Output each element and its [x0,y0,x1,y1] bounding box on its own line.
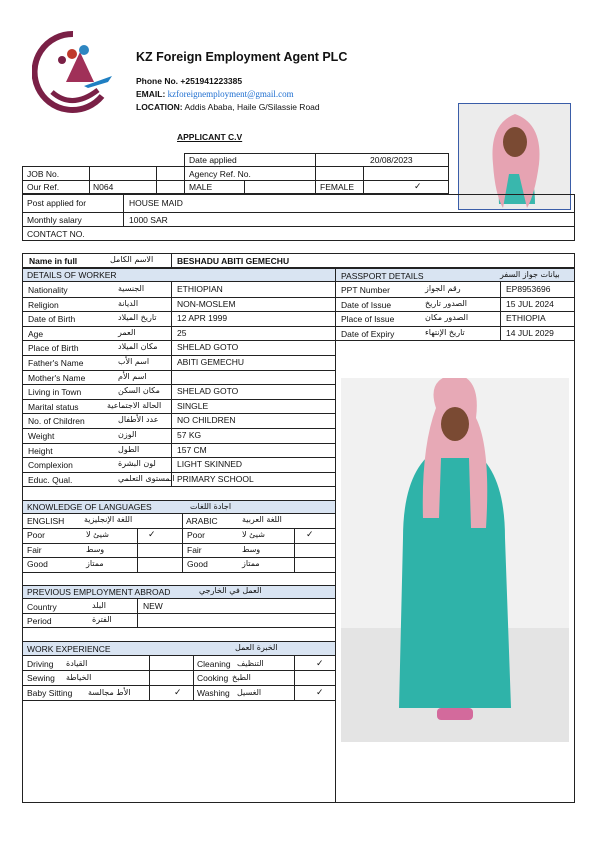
worker-field-label-ar: لون البشرة [118,459,156,468]
languages-section-title: KNOWLEDGE OF LANGUAGES [27,502,152,512]
worker-field-label: Weight [28,431,55,441]
worker-field-label-ar: عدد الأطفال [118,415,159,424]
arabic-level-label: Poor [187,530,205,540]
name-label-ar: الاسم الكامل [110,255,154,264]
worker-field-label: Educ. Qual. [28,475,73,485]
passport-section-title-ar: بيانات جواز السفر [500,270,560,279]
worker-field-label: Religion [28,300,59,310]
worker-field-value: ETHIOPIAN [177,284,223,294]
salary-value: 1000 SAR [129,215,168,225]
phone-label: Phone No. [136,76,179,86]
worker-field-label-ar: مكان الميلاد [118,342,158,351]
arabic-level-label-ar: وسط [242,545,261,554]
english-label: ENGLISH [27,516,65,526]
experience-skill-label-ar: الأط مجالسة [88,688,131,697]
worker-field-label: Place of Birth [28,343,79,353]
company-name: KZ Foreign Employment Agent PLC [136,50,348,64]
worker-field-label: Height [28,446,53,456]
worker-field-label: No. of Children [28,416,85,426]
worker-field-value: SINGLE [177,401,209,411]
worker-field-value: PRIMARY SCHOOL [177,474,254,484]
applicant-full-body-photo [341,378,569,742]
worker-field-label-ar: اسم الأم [118,372,147,381]
experience-skill-label: Cooking [197,673,229,683]
arabic-level-checkmark: ✓ [306,529,314,539]
worker-field-label: Age [28,329,44,339]
experience-skill-checkmark: ✓ [174,687,182,697]
date-applied-label: Date applied [189,155,237,165]
worker-field-label-ar: مكان السكن [118,386,160,395]
passport-field-label-ar: تاريخ الإنتهاء [425,328,465,337]
worker-section-title: DETAILS OF WORKER [27,270,117,280]
agency-ref-label: Agency Ref. No. [189,169,251,179]
page-title: APPLICANT C.V [177,132,243,142]
worker-field-value: 57 KG [177,430,202,440]
email-line [136,88,294,100]
passport-field-label-ar: رقم الجواز [425,284,461,293]
worker-field-label-ar: المستوى التعلمي [118,474,175,483]
location-line [136,101,320,113]
female-label: FEMALE [320,182,355,192]
previous-section-title-ar: العمل في الخارجي [199,586,262,595]
period-label: Period [27,616,52,626]
experience-skill-label: Driving [27,659,54,669]
worker-field-label-ar: العمر [118,328,136,337]
worker-field-label-ar: الوزن [118,430,137,439]
worker-field-label-ar: اسم الأب [118,357,150,366]
english-level-label-ar: ممتاز [86,559,104,568]
worker-field-label-ar: الديانة [118,299,139,308]
worker-field-label-ar: الحالة الاجتماعية [107,401,162,410]
post-label: Post applied for [27,198,87,208]
worker-field-label: Father's Name [28,358,84,368]
email-label: EMAIL: [136,89,166,99]
arabic-level-label-ar: ممتاز [242,559,260,568]
experience-skill-checkmark: ✓ [316,687,324,697]
english-label-ar: اللغة الإنجليزية [84,515,133,524]
passport-field-label: Date of Issue [341,300,392,310]
english-level-label-ar: وسط [86,545,105,554]
worker-field-label: Mother's Name [28,373,86,383]
arabic-level-label-ar: شيئ لا [242,530,265,539]
worker-field-value: 12 APR 1999 [177,313,228,323]
country-label: Country [27,602,57,612]
passport-field-label: PPT Number [341,285,390,295]
experience-skill-label: Washing [197,688,230,698]
english-level-label: Fair [27,545,42,555]
worker-field-value: NO CHILDREN [177,415,236,425]
full-name-value: BESHADU ABITI GEMECHU [177,256,290,266]
passport-field-value: 15 JUL 2024 [506,299,554,309]
passport-section-title: PASSPORT DETAILS [341,271,424,281]
location-label: LOCATION: [136,102,183,112]
experience-section-title: WORK EXPERIENCE [27,644,111,654]
passport-field-value: ETHIOPIA [506,313,546,323]
worker-field-label-ar: الطول [118,445,140,454]
passport-field-value: 14 JUL 2029 [506,328,554,338]
languages-section-title-ar: اجادة اللغات [190,502,232,511]
location-value: Addis Ababa, Haile G/Silassie Road [184,102,320,112]
passport-field-label-ar: الصدور مكان [425,313,469,322]
worker-field-value: SHELAD GOTO [177,386,239,396]
company-logo [32,30,114,114]
worker-field-value: LIGHT SKINNED [177,459,243,469]
passport-field-label-ar: الصدور تاريخ [425,299,467,308]
experience-skill-label-ar: التنظيف [237,659,264,668]
worker-field-value: 25 [177,328,187,338]
worker-field-label: Nationality [28,285,68,295]
english-level-label: Good [27,559,48,569]
passport-field-value: EP8953696 [506,284,551,294]
arabic-label: ARABIC [186,516,218,526]
our-ref-label: Our Ref. [27,182,60,192]
row-divider [22,370,336,371]
arabic-label-ar: اللغة العربية [242,515,282,524]
post-value: HOUSE MAID [129,198,183,208]
worker-field-label-ar: الجنسية [118,284,145,293]
phone-line [136,75,242,87]
post-salary-table [22,194,575,241]
experience-skill-label-ar: القيادة [66,659,88,668]
salary-label: Monthly salary [27,215,82,225]
experience-section-title-ar: الخبرة العمل [235,643,278,652]
experience-skill-label-ar: الغسيل [237,688,262,697]
male-label: MALE [189,182,213,192]
arabic-level-label: Fair [187,545,202,555]
worker-field-label-ar: تاريخ الميلاد [118,313,157,322]
worker-field-label: Living in Town [28,387,82,397]
experience-skill-checkmark: ✓ [316,658,324,668]
worker-field-label: Complexion [28,460,73,470]
english-level-checkmark: ✓ [148,529,156,539]
email-link[interactable]: kzforeignemployment@gmail.com [167,89,294,99]
our-ref-value: N064 [93,182,114,192]
contact-label: CONTACT NO. [27,229,85,239]
worker-field-label: Date of Birth [28,314,76,324]
worker-field-value: SHELAD GOTO [177,342,239,352]
experience-skill-label: Cleaning [197,659,231,669]
passport-field-label: Date of Expiry [341,329,395,339]
experience-skill-label: Baby Sitting [27,688,73,698]
worker-field-label: Marital status [28,402,79,412]
worker-field-value: ABITI GEMECHU [177,357,245,367]
experience-skill-label: Sewing [27,673,55,683]
worker-field-value: 157 CM [177,445,207,455]
name-row [22,253,575,268]
arabic-level-label: Good [187,559,208,569]
passport-field-label: Place of Issue [341,314,395,324]
worker-field-value: NON-MOSLEM [177,299,236,309]
female-checkmark: ✓ [414,181,422,191]
experience-skill-label-ar: الطبخ [232,673,251,682]
english-level-label: Poor [27,530,45,540]
previous-section-title: PREVIOUS EMPLOYMENT ABROAD [27,587,171,597]
country-value: NEW [143,601,163,611]
phone-value: +251941223385 [180,76,243,86]
english-level-label-ar: شيئ لا [86,530,109,539]
name-label: Name in full [29,256,78,266]
experience-skill-label-ar: الخياطة [66,673,92,682]
country-label-ar: البلد [92,601,106,610]
job-no-label: JOB No. [27,169,60,179]
period-label-ar: الفترة [92,615,112,624]
date-applied-value: 20/08/2023 [370,155,413,165]
